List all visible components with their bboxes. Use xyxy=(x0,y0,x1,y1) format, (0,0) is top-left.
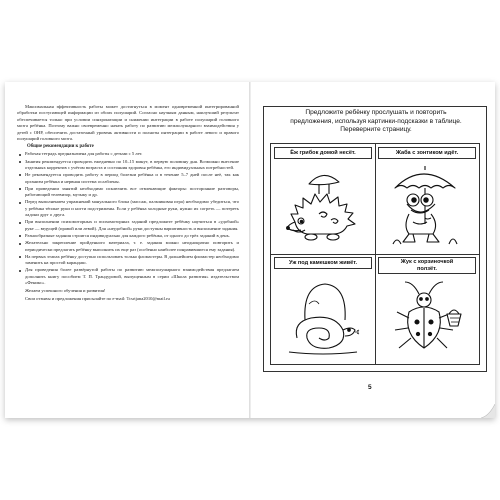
instruction-line: предложения, используя картинки-подсказки в таблице. xyxy=(290,117,462,125)
recommendations-heading: Общие рекомендации к работе xyxy=(27,143,94,149)
intro-paragraph: Максимальная эффективность работы может достигнуться в момент одновременной интегрированной обработки поступающей информации из обоих полушарий. Согласно научным данным, наилучший результат обеспечивается только при условии синхронизации и снижении интеграции в работе полушарий головного мозга ребёнка. Поэтому важно своевременно начать работу по развитию межполушарного взаимодействия у детей с ОНР, обеспечить достаточный уровень активности и полноты интеграции в работе левого и правого полушарий головного мозга. xyxy=(17,104,239,142)
list-item: Не рекомендуется проводить работу в период болезни ребёнка и в течение 5–7 дней после неё, так как организм ребёнка и нервная система ослаблены. xyxy=(17,172,239,185)
table-cell-beetle xyxy=(375,254,479,364)
list-item: Занятия рекомендуется проводить ежедневно по 10–15 минут, в первую половину дня. Возможно внесение отдельных корректив с учётом возраста и состояния здоровья ребёнка, его индивидуальных потребностей. xyxy=(17,159,239,172)
list-item: Для проведения более развёрнутой работы по развитию межполушарного взаимодействия предлагаем дополнить книгу пособием Т. П. Трандуровой, выпущенным в серии «Школа развития» издательством «Феникс». xyxy=(17,267,239,286)
cell-caption xyxy=(378,257,476,274)
beetle-icon xyxy=(389,276,465,360)
list-item: Рабочая тетрадь предназначена для работы с детьми с 5 лет. xyxy=(17,151,239,157)
list-item: Желательно закрепление пройденного материала, т. е. задания можно неоднократно повторить и периодически предлагать ребёнку выполнить их еще раз (особенно наиболее понравившиеся ему задания). xyxy=(17,240,239,253)
cell-caption-line: Жук с корзиночкой xyxy=(400,259,454,266)
list-item: При выполнении психомоторных и психомоторных заданий предложите ребёнку научиться в «удобной» руке — ведущей (правой или левой). Для «неудобной» руки доступны вариативность и выполнение задания. xyxy=(17,219,239,232)
closing-contact: Свои отзывы и предложения присылайте по e-mail: Tcsrtjana2010@mail.ru xyxy=(25,295,170,301)
cell-caption: Ёж грибок домой несёт. xyxy=(274,147,372,159)
snake-egg-icon xyxy=(285,274,361,360)
cell-caption: Уж под камешком живёт. xyxy=(274,257,372,269)
hedgehog-icon xyxy=(285,164,361,248)
list-item: При проведении занятий необходимо исключить все отвлекающие факторы: посторонние разговоры, работающий телевизор, музыку и др. xyxy=(17,186,239,199)
task-box xyxy=(263,106,487,372)
page-number: 5 xyxy=(368,384,372,391)
list-item: Разнообразные задания строятся индивидуально для каждого ребёнка, от одного до трёх заданий в день. xyxy=(17,233,239,239)
list-item: Перед выполнением упражнений мануального блока (массаж, пальчиковая игра) необходимо убедиться, что у ребёнка тёплые руки и ногти подстрижены. Если у ребёнка холодные руки, нужно их согреть — потереть ладони друг о друга. xyxy=(17,199,239,218)
page-curl-icon xyxy=(481,404,495,418)
cell-caption: Жаба с зонтиком идёт. xyxy=(378,147,476,159)
list-item: На первых этапах ребёнку доступно использовать только фломастеры. В дальнейшем фломастер необходимо заменить на простой карандаш. xyxy=(17,254,239,267)
recommendations-list xyxy=(17,151,239,286)
picture-table xyxy=(270,143,480,365)
table-cell-hedgehog xyxy=(271,144,375,254)
cell-caption-line: ползёт. xyxy=(417,265,437,272)
book-fold xyxy=(249,82,251,418)
table-cell-frog xyxy=(375,144,479,254)
book-spread xyxy=(5,82,495,418)
instruction-line: Предложите ребёнку прослушать и повторить xyxy=(305,109,447,116)
closing-wish: Желаем успешного обучения и развития! xyxy=(25,287,106,293)
task-instruction xyxy=(264,109,488,135)
frog-umbrella-icon xyxy=(389,162,465,250)
right-page xyxy=(257,82,495,418)
left-page xyxy=(17,104,239,404)
instruction-line: Переверните страницу. xyxy=(340,126,412,134)
table-cell-snake xyxy=(271,254,375,364)
